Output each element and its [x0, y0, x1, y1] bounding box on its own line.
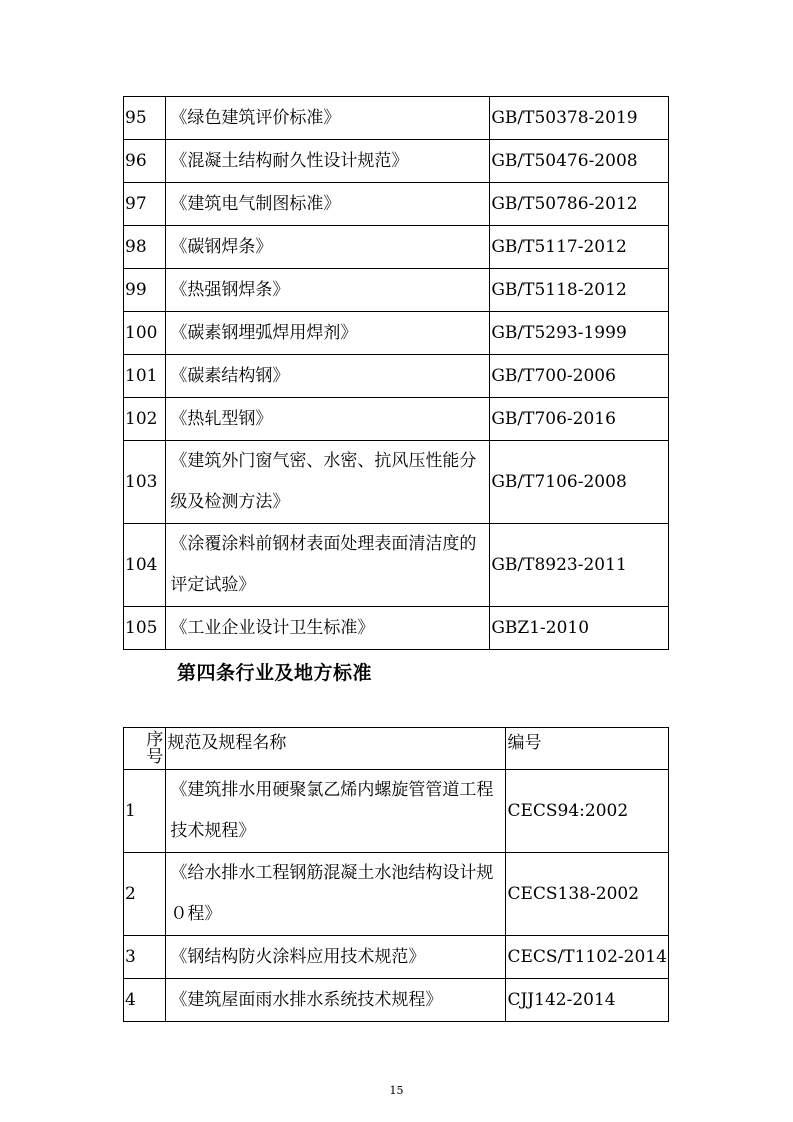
standard-code: CJJ142-2014	[506, 979, 669, 1022]
table-row	[124, 770, 669, 853]
table-row	[124, 269, 669, 312]
standard-code: GB/T5117-2012	[490, 226, 669, 269]
table-row	[124, 524, 669, 607]
standard-name: 《热轧型钢》	[166, 398, 490, 441]
row-number: 98	[124, 226, 166, 269]
row-number: 104	[124, 524, 166, 607]
table-row	[124, 441, 669, 524]
table-row	[124, 183, 669, 226]
table-row	[124, 355, 669, 398]
section-heading: 第四条行业及地方标准	[177, 662, 373, 684]
row-number: 101	[124, 355, 166, 398]
table-row	[124, 226, 669, 269]
row-number: 4	[124, 979, 166, 1022]
header-code: 编号	[506, 728, 669, 770]
standard-name: 《钢结构防火涂料应用技术规范》	[166, 936, 506, 979]
header-number-line1: 序	[146, 729, 164, 750]
table-row	[124, 398, 669, 441]
standard-name: 《建筑电气制图标准》	[166, 183, 490, 226]
standard-name: 《建筑外门窗气密、水密、抗风压性能分级及检测方法》	[166, 441, 490, 524]
standard-name: 《碳素钢埋弧焊用焊剂》	[166, 312, 490, 355]
standard-name: 《碳钢焊条》	[166, 226, 490, 269]
table-row	[124, 936, 669, 979]
standard-code: CECS138-2002	[506, 853, 669, 936]
row-number: 99	[124, 269, 166, 312]
row-number: 105	[124, 607, 166, 650]
national-standards-table	[123, 96, 669, 650]
table-row	[124, 140, 669, 183]
row-number: 3	[124, 936, 166, 979]
industry-standards-table	[123, 727, 669, 1022]
header-number	[124, 728, 166, 770]
table-row	[124, 853, 669, 936]
standard-name: 《热强钢焊条》	[166, 269, 490, 312]
standard-code: GB/T8923-2011	[490, 524, 669, 607]
standard-code: GB/T706-2016	[490, 398, 669, 441]
standard-code: GB/T700-2006	[490, 355, 669, 398]
standard-name: 《给水排水工程钢筋混凝土水池结构设计规０程》	[166, 853, 506, 936]
standard-name: 《混凝土结构耐久性设计规范》	[166, 140, 490, 183]
table-row	[124, 979, 669, 1022]
row-number: 102	[124, 398, 166, 441]
header-name: 规范及规程名称	[166, 728, 506, 770]
row-number: 100	[124, 312, 166, 355]
standard-code: GB/T50378-2019	[490, 97, 669, 140]
standard-code: GB/T50476-2008	[490, 140, 669, 183]
row-number: 2	[124, 853, 166, 936]
row-number: 97	[124, 183, 166, 226]
standard-name: 《建筑排水用硬聚氯乙烯内螺旋管管道工程技术规程》	[166, 770, 506, 853]
standard-code: GB/T5118-2012	[490, 269, 669, 312]
row-number: 96	[124, 140, 166, 183]
standard-code: GB/T50786-2012	[490, 183, 669, 226]
page-number: 15	[389, 1084, 404, 1097]
table-row	[124, 607, 669, 650]
row-number: 103	[124, 441, 166, 524]
standard-name: 《工业企业设计卫生标准》	[166, 607, 490, 650]
standard-name: 《碳素结构钢》	[166, 355, 490, 398]
standard-code: GB/T5293-1999	[490, 312, 669, 355]
standard-code: CECS/T1102-2014	[506, 936, 669, 979]
header-number-line2: 号	[146, 746, 164, 767]
standard-code: CECS94:2002	[506, 770, 669, 853]
row-number: 1	[124, 770, 166, 853]
standard-name: 《绿色建筑评价标准》	[166, 97, 490, 140]
standard-code: GBZ1-2010	[490, 607, 669, 650]
table-row	[124, 312, 669, 355]
table-header-row	[124, 728, 669, 770]
row-number: 95	[124, 97, 166, 140]
table-row	[124, 97, 669, 140]
standard-name: 《涂覆涂料前钢材表面处理表面清洁度的评定试验》	[166, 524, 490, 607]
standard-code: GB/T7106-2008	[490, 441, 669, 524]
standard-name: 《建筑屋面雨水排水系统技术规程》	[166, 979, 506, 1022]
